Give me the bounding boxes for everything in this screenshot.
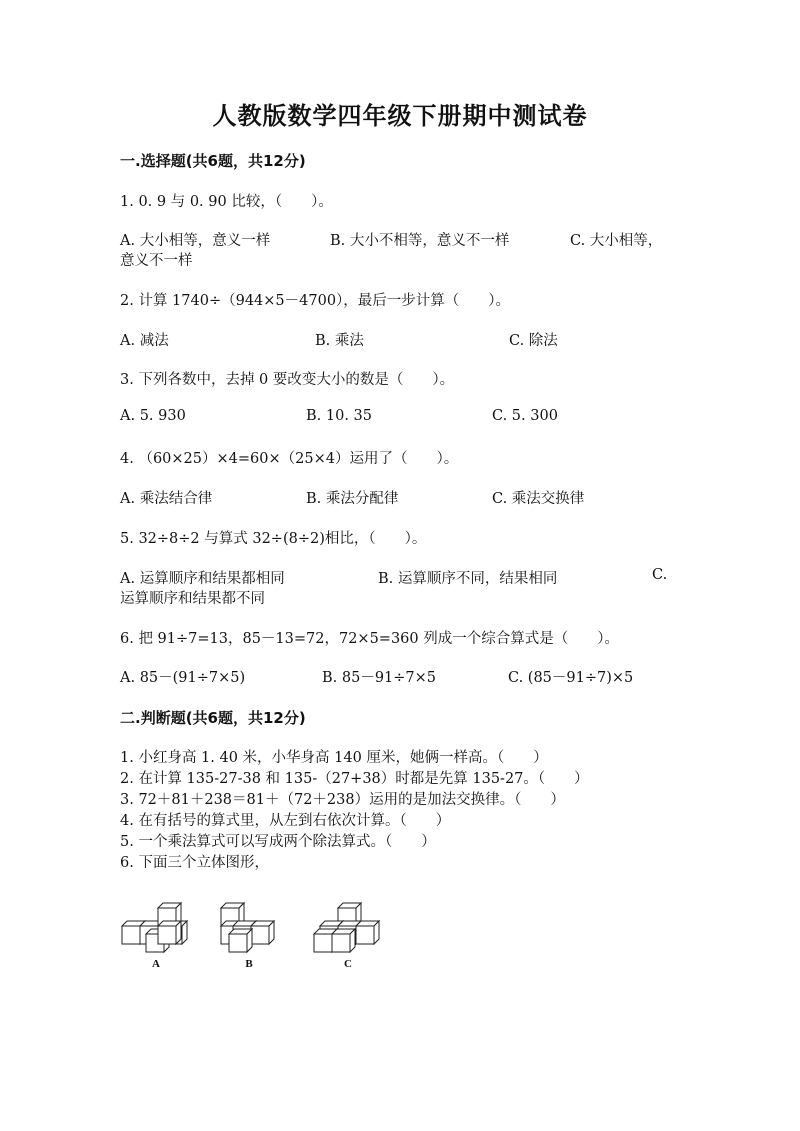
figure-label-c: C: [344, 958, 352, 970]
option-continuation: 意义不一样: [120, 253, 193, 269]
figure-label-a: A: [152, 958, 160, 970]
figure-label-b: B: [245, 958, 253, 970]
question-stem: 2. 计算 1740÷（944×5－4700），最后一步计算（ ）。: [120, 293, 511, 309]
page-title: 人教版数学四年级下册期中测试卷: [212, 102, 588, 130]
judgement-item: 2. 在计算 135-27-38 和 135-（27+38）时都是先算 135-27。（ ）: [120, 771, 589, 787]
judgement-item: 3. 72＋81＋238＝81＋（72＋238）运用的是加法交换律。（ ）: [120, 792, 565, 808]
cube-figures: [118, 900, 398, 975]
option-b: B. 运算顺序不同，结果相同: [378, 571, 558, 587]
option-continuation: 运算顺序和结果都不同: [120, 591, 265, 607]
option-a: A. 运算顺序和结果都相同: [120, 571, 285, 587]
option-a: A. 乘法结合律: [120, 491, 213, 507]
option-a: A. 85－(91÷7×5): [120, 670, 246, 686]
option-a: A. 5. 930: [120, 408, 186, 424]
option-c: C. 除法: [509, 333, 558, 349]
option-c: C. 5. 300: [492, 408, 558, 424]
solid-figure-b: [221, 903, 274, 952]
question-stem: 4. （60×25）×4=60×（25×4）运用了（ ）。: [120, 451, 459, 467]
option-c: C. 乘法交换律: [492, 491, 585, 507]
judgement-item: 4. 在有括号的算式里，从左到右依次计算。（ ）: [120, 813, 451, 829]
question-stem: 5. 32÷8÷2 与算式 32÷(8÷2)相比，（ ）。: [120, 531, 427, 547]
option-a: A. 减法: [120, 333, 169, 349]
question-stem: 3. 下列各数中，去掉 0 要改变大小的数是（ ）。: [120, 372, 455, 388]
question-stem: 1. 0. 9 与 0. 90 比较，（ ）。: [120, 194, 333, 210]
judgement-item: 5. 一个乘法算式可以写成两个除法算式。（ ）: [120, 834, 436, 850]
section-heading-choice: 一.选择题(共6题，共12分): [120, 152, 306, 170]
option-b: B. 乘法分配律: [306, 491, 399, 507]
judgement-item: 1. 小红身高 1. 40 米，小华身高 140 厘米，她俩一样高。（ ）: [120, 750, 548, 766]
question-stem: 6. 把 91÷7=13，85－13=72，72×5=360 列成一个综合算式是（ ）。: [120, 631, 619, 647]
option-b: B. 大小不相等，意义不一样: [330, 233, 510, 249]
option-b: B. 85－91÷7×5: [322, 670, 437, 686]
judgement-item: 6. 下面三个立体图形，: [120, 855, 269, 871]
option-c: C.: [652, 567, 668, 583]
option-c: C. (85－91÷7)×5: [508, 670, 634, 686]
option-c: C. 大小相等，: [570, 233, 663, 249]
solid-figure-a: [122, 903, 187, 952]
section-heading-judgement: 二.判断题(共6题，共12分): [120, 709, 306, 727]
option-a: A. 大小相等，意义一样: [120, 233, 271, 249]
option-b: B. 10. 35: [306, 408, 372, 424]
option-b: B. 乘法: [315, 333, 364, 349]
solid-figure-c: [314, 903, 379, 952]
